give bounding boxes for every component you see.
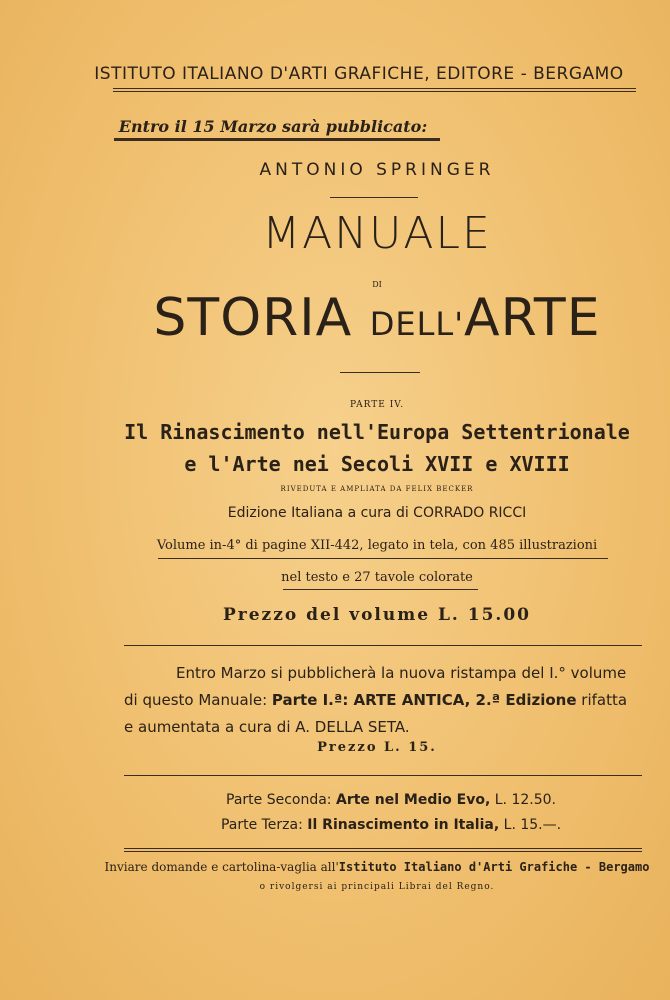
volume-description-2: nel testo e 27 tavole colorate — [281, 570, 473, 585]
reprint-line-2-b: Parte I.ª: ARTE ANTICA, 2.ª Edizione — [271, 691, 577, 709]
header-rule-bottom — [113, 91, 636, 92]
author-name: ANTONIO SPRINGER — [259, 160, 495, 180]
part-three-price: L. 15.—. — [499, 817, 562, 833]
part-number: PARTE IV. — [349, 400, 405, 410]
volume-description: Volume in-4° di pagine XII-442, legato in tela, con 485 illustrazioni — [156, 538, 598, 553]
reprint-line-3: e aumentata a cura di A. DELLA SETA. — [124, 718, 410, 736]
footer-line-1-a: Inviare domande e cartolina-vaglia all' — [104, 860, 339, 874]
footer-rule-bottom — [124, 851, 642, 852]
revised-by: RIVEDUTA E AMPLIATA DA FELIX BECKER — [280, 485, 474, 493]
testo-underline — [283, 589, 478, 590]
reprint-paragraph — [124, 660, 644, 741]
reprint-line-2-c: rifatta — [576, 691, 628, 709]
section-divider-1 — [124, 645, 642, 646]
reprint-line-2 — [124, 687, 644, 714]
part-two-label: Parte Seconda: — [226, 792, 336, 808]
subtitle-line-1: Il Rinascimento nell'Europa Settentrionale — [124, 420, 630, 444]
publisher-heading: ISTITUTO ITALIANO D'ARTI GRAFICHE, EDITORE - BERGAMO — [94, 64, 624, 84]
part-three-line — [56, 817, 670, 833]
volume-underline — [158, 558, 608, 559]
part-two-title: Arte nel Medio Evo, — [335, 792, 491, 808]
author-rule — [330, 197, 418, 198]
reprint-line-1: Entro Marzo si pubblicherà la nuova ristampa del I.° volume — [176, 664, 627, 682]
announcement-underline — [114, 138, 440, 141]
title-di: DI — [372, 280, 382, 289]
edition-editor: Edizione Italiana a cura di CORRADO RICCI — [227, 505, 527, 521]
footer-line-1 — [42, 860, 670, 874]
title-storia: STORIA — [153, 288, 353, 348]
title-dell: DELL' — [369, 305, 465, 343]
part-three-label: Parte Terza: — [220, 817, 308, 833]
part-two-line — [56, 792, 670, 808]
reprint-price: Prezzo L. 15. — [317, 740, 437, 755]
section-divider-2 — [124, 775, 642, 776]
reprint-line-2-a: di questo Manuale: — [124, 691, 272, 709]
title-rule — [340, 372, 420, 373]
header-rule-top — [113, 88, 636, 89]
title-storia-dell-arte — [42, 288, 670, 348]
title-arte: ARTE — [464, 288, 601, 348]
volume-price: Prezzo del volume L. 15.00 — [223, 605, 531, 625]
part-three-title: Il Rinascimento in Italia, — [307, 817, 500, 833]
footer-line-2: o rivolgersi ai principali Librai del Regno. — [259, 882, 495, 892]
part-two-price: L. 12.50. — [490, 792, 556, 808]
footer-rule-top — [124, 848, 642, 849]
footer-line-1-b: Istituto Italiano d'Arti Grafiche - Bergamo — [338, 860, 650, 874]
subtitle-line-2: e l'Arte nei Secoli XVII e XVIII — [184, 452, 570, 476]
announcement: Entro il 15 Marzo sarà pubblicato: — [118, 117, 428, 136]
title-manuale: MANUALE — [262, 208, 492, 259]
